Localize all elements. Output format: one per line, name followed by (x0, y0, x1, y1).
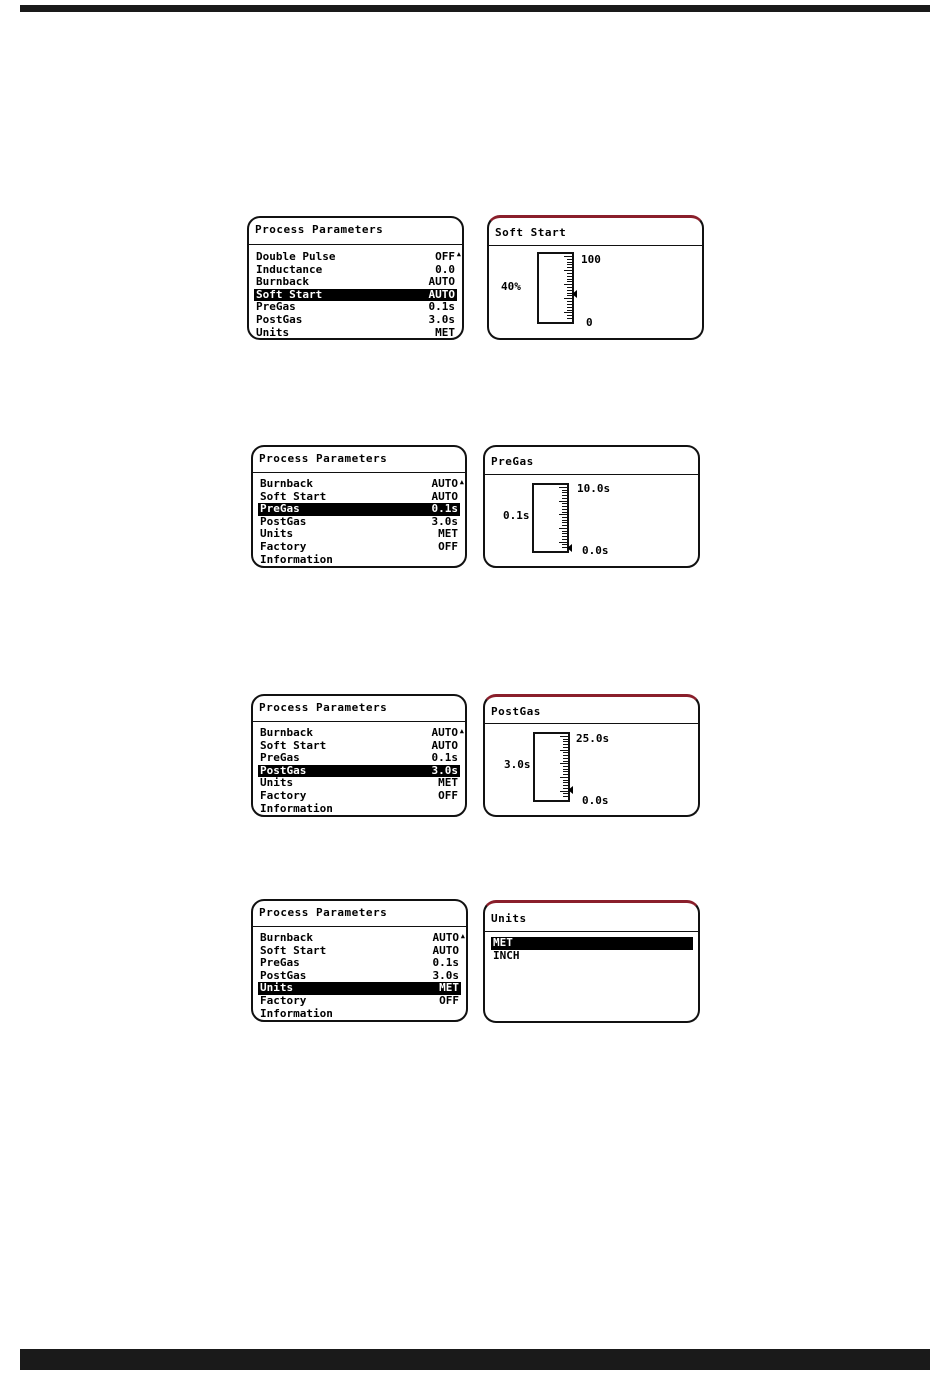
level-gauge (537, 252, 574, 324)
gauge-tick (563, 761, 568, 762)
current-value: 40% (501, 280, 521, 293)
scroll-up-arrow-icon: ▲ (459, 478, 464, 486)
gauge-tick (562, 498, 567, 499)
gauge-tick (563, 758, 568, 759)
detail-screen-units (483, 900, 700, 1023)
gauge-tick (562, 525, 567, 526)
menu-item-inductance[interactable]: Inductance 0.0 (256, 262, 455, 276)
gauge-tick (567, 279, 572, 280)
detail-screen-postgas (483, 694, 700, 817)
gauge-tick (562, 492, 567, 493)
menu-item-information[interactable]: Information (260, 552, 333, 566)
menu-screen-2 (251, 445, 467, 568)
level-gauge (532, 483, 569, 553)
menu-item-factory[interactable]: Factory OFF (260, 539, 458, 553)
gauge-tick (559, 501, 567, 502)
gauge-tick (567, 273, 572, 274)
gauge-tick (560, 791, 568, 792)
gauge-tick (564, 270, 572, 271)
gauge-tick (560, 777, 568, 778)
gauge-tick (562, 509, 567, 510)
gauge-tick (563, 752, 568, 753)
screen-title: Units (491, 912, 527, 925)
gauge-tick (562, 522, 567, 523)
menu-item-soft-start[interactable]: Soft Start AUTO (256, 287, 455, 301)
gauge-max-label: 100 (581, 253, 601, 266)
menu-item-soft-start[interactable]: Soft Start AUTO (260, 489, 458, 503)
gauge-tick (562, 506, 567, 507)
gauge-tick (563, 769, 568, 770)
gauge-max-label: 25.0s (576, 732, 610, 745)
current-value: 0.1s (503, 509, 530, 522)
gauge-tick (567, 264, 572, 265)
gauge-tick (567, 267, 572, 268)
gauge-tick (567, 259, 572, 260)
menu-screen-1 (247, 216, 464, 340)
gauge-tick (563, 747, 568, 748)
menu-item-information[interactable]: Information (260, 801, 333, 815)
gauge-tick (562, 512, 567, 513)
screen-title: Soft Start (495, 226, 567, 239)
gauge-ticks (559, 485, 567, 551)
gauge-tick (567, 301, 572, 302)
gauge-tick (562, 495, 567, 496)
menu-item-units[interactable]: Units MET (260, 776, 458, 790)
menu-item-postgas[interactable]: PostGas 3.0s (260, 968, 459, 982)
gauge-tick (563, 755, 568, 756)
top-rule (20, 5, 930, 12)
gauge-tick (562, 520, 567, 521)
menu-screen-4 (251, 899, 468, 1022)
gauge-tick (563, 739, 568, 740)
gauge-tick (567, 310, 572, 311)
gauge-tick (562, 490, 567, 491)
gauge-tick (562, 539, 567, 540)
gauge-tick (562, 536, 567, 537)
gauge-tick (559, 528, 567, 529)
gauge-tick (563, 796, 568, 797)
menu-item-soft-start[interactable]: Soft Start AUTO (260, 943, 459, 957)
gauge-tick (560, 750, 568, 751)
gauge-min-label: 0 (586, 316, 593, 329)
menu-item-units[interactable]: Units MET (260, 527, 458, 541)
menu-item-pregas[interactable]: PreGas 0.1s (260, 956, 459, 970)
menu-item-factory[interactable]: Factory OFF (260, 993, 459, 1007)
gauge-tick (564, 284, 572, 285)
screen-title: Process Parameters (259, 906, 388, 919)
screen-title: Process Parameters (259, 701, 388, 714)
gauge-tick (563, 771, 568, 772)
gauge-tick (563, 741, 568, 742)
detail-screen-soft-start (487, 215, 704, 340)
gauge-tick (560, 736, 568, 737)
menu-item-burnback[interactable]: Burnback AUTO (260, 477, 458, 490)
menu-item-burnback[interactable]: Burnback AUTO (256, 275, 455, 289)
gauge-tick (567, 307, 572, 308)
screen-title: Process Parameters (259, 452, 388, 465)
title-divider (253, 926, 466, 927)
gauge-min-label: 0.0s (582, 544, 609, 557)
title-divider (489, 245, 702, 246)
menu-item-double-pulse[interactable]: Double Pulse OFF (256, 250, 455, 263)
title-divider (253, 472, 465, 473)
gauge-tick (563, 766, 568, 767)
menu-item-pregas[interactable]: PreGas 0.1s (256, 300, 455, 314)
menu-item-postgas[interactable]: PostGas 3.0s (260, 763, 458, 777)
scroll-up-arrow-icon: ▲ (459, 727, 464, 735)
title-divider (485, 723, 698, 724)
menu-item-pregas[interactable]: PreGas 0.1s (260, 751, 458, 765)
gauge-tick (567, 262, 572, 263)
scroll-up-arrow-icon: ▲ (460, 932, 465, 940)
gauge-tick (563, 744, 568, 745)
screen-title: Process Parameters (255, 223, 384, 236)
gauge-tick (559, 514, 567, 515)
gauge-tick (564, 298, 572, 299)
gauge-ticks (560, 734, 568, 800)
gauge-tick (563, 780, 568, 781)
gauge-tick (560, 763, 568, 764)
menu-item-postgas[interactable]: PostGas 3.0s (256, 312, 455, 326)
gauge-tick (562, 531, 567, 532)
title-divider (485, 474, 698, 475)
units-option-list (491, 937, 693, 962)
title-divider (485, 931, 698, 932)
gauge-tick (567, 276, 572, 277)
screen-title: PostGas (491, 705, 541, 718)
gauge-tick (559, 542, 567, 543)
gauge-tick (563, 774, 568, 775)
title-divider (253, 721, 465, 722)
title-divider (249, 244, 462, 245)
parameter-list (258, 478, 460, 566)
level-marker-icon (568, 786, 573, 794)
level-marker-icon (567, 544, 572, 552)
bottom-rule (20, 1349, 930, 1370)
detail-screen-pregas (483, 445, 700, 568)
screen-title: PreGas (491, 455, 534, 468)
menu-item-units[interactable]: Units MET (260, 981, 459, 995)
gauge-tick (562, 533, 567, 534)
menu-item-units[interactable]: Units MET (256, 325, 455, 339)
gauge-ticks (564, 254, 572, 322)
parameter-list (254, 251, 457, 339)
gauge-tick (567, 287, 572, 288)
parameter-list (258, 932, 461, 1020)
menu-item-postgas[interactable]: PostGas 3.0s (260, 514, 458, 528)
gauge-min-label: 0.0s (582, 794, 609, 807)
gauge-max-label: 10.0s (577, 482, 611, 495)
current-value: 3.0s (504, 758, 531, 771)
menu-item-soft-start[interactable]: Soft Start AUTO (260, 738, 458, 752)
level-marker-icon (572, 290, 577, 298)
menu-screen-3 (251, 694, 467, 817)
menu-item-burnback[interactable]: Burnback AUTO (260, 726, 458, 739)
menu-item-pregas[interactable]: PreGas 0.1s (260, 502, 458, 516)
units-option-inch[interactable]: INCH (493, 948, 520, 962)
gauge-tick (567, 281, 572, 282)
menu-item-information[interactable]: Information (260, 1006, 333, 1020)
gauge-tick (564, 312, 572, 313)
gauge-tick (562, 517, 567, 518)
menu-item-burnback[interactable]: Burnback AUTO (260, 931, 459, 944)
gauge-tick (559, 487, 567, 488)
gauge-tick (563, 782, 568, 783)
menu-item-factory[interactable]: Factory OFF (260, 788, 458, 802)
gauge-tick (567, 315, 572, 316)
gauge-tick (567, 318, 572, 319)
gauge-tick (562, 503, 567, 504)
gauge-tick (564, 256, 572, 257)
scroll-up-arrow-icon: ▲ (456, 250, 461, 258)
level-gauge (533, 732, 570, 802)
parameter-list (258, 727, 460, 815)
units-option-met[interactable]: MET (491, 937, 693, 950)
gauge-tick (567, 304, 572, 305)
